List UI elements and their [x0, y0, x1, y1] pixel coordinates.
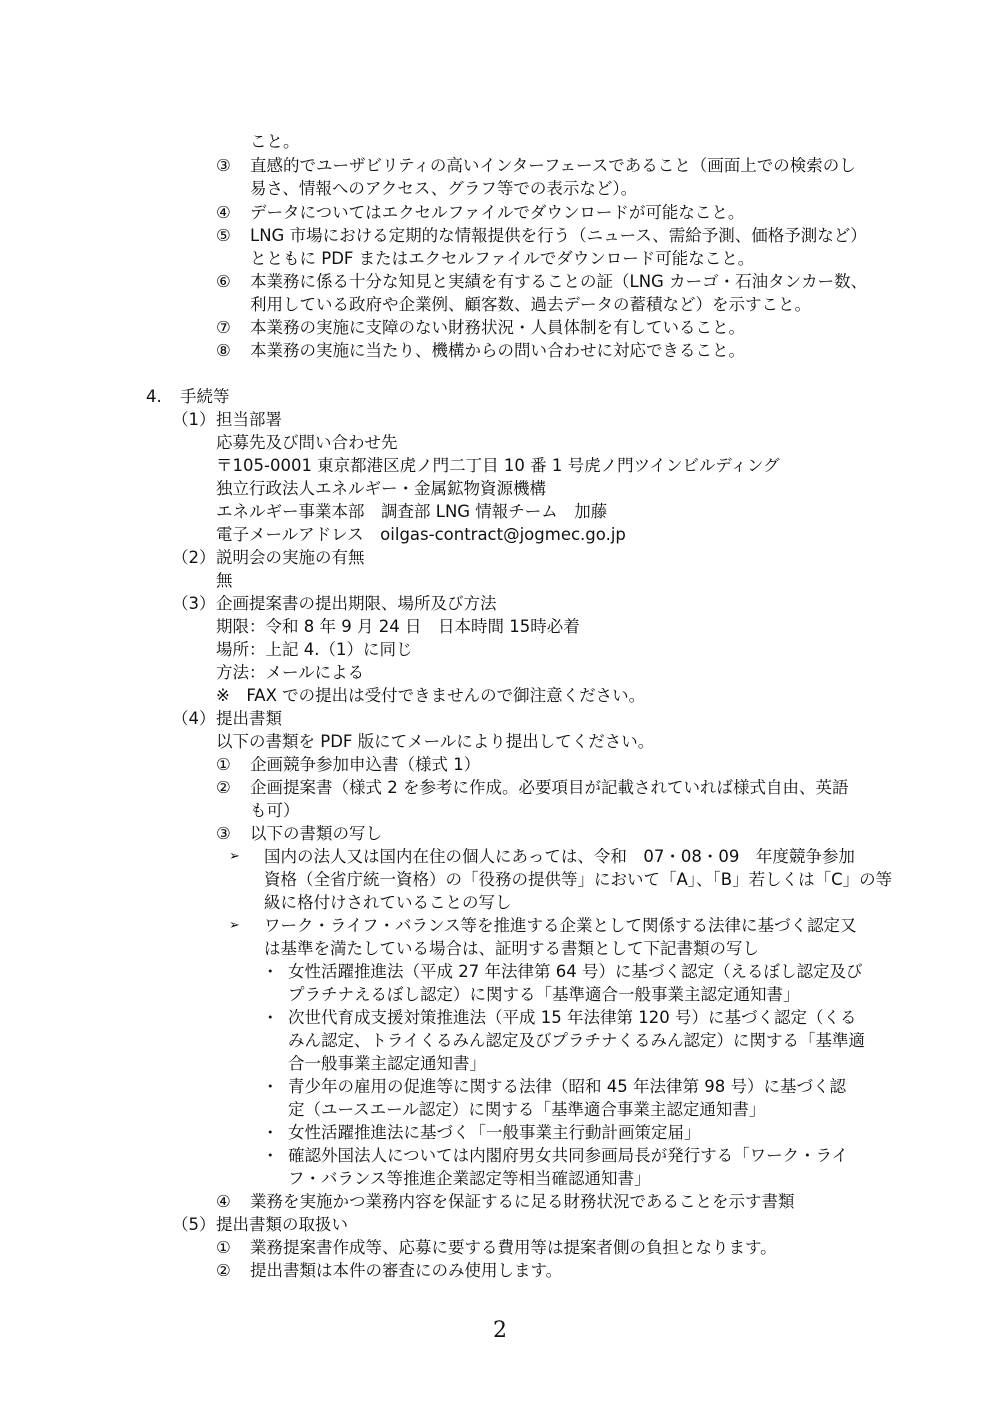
department-line: エネルギー事業本部 調査部 LNG 情報チーム 加藤 — [216, 502, 608, 521]
bullet-line: みん認定、トライくるみん認定及びプラチナくるみん認定）に関する「基準適 — [288, 1031, 866, 1050]
item-line: 易さ、情報へのアクセス、グラフ等での表示など）。 — [250, 179, 638, 198]
item-line: 本業務の実施に支障のない財務状況・人員体制を有していること。 — [250, 318, 745, 337]
bullet-line: 定（ユースエール認定）に関する「基準適合事業主認定通知書」 — [288, 1100, 766, 1119]
item-number: ② — [216, 778, 231, 797]
item-line: も可） — [250, 801, 300, 820]
dot-bullet-icon: ・ — [262, 1123, 279, 1142]
item-number: ① — [216, 1238, 231, 1257]
bullet-line: 次世代育成支援対策推進法（平成 15 年法律第 120 号）に基づく認定（くる — [288, 1008, 857, 1027]
arrow-bullet-icon: ➢ — [229, 918, 240, 933]
subsection-title: 提出書類の取扱い — [216, 1215, 348, 1234]
subsection-number: （2） — [172, 548, 216, 567]
body-line: 無 — [216, 571, 233, 590]
item-line: 本業務の実施に当たり、機構からの問い合わせに対応できること。 — [250, 341, 745, 360]
contact-line: 応募先及び問い合わせ先 — [216, 433, 398, 452]
bullet-line: 確認外国法人については内閣府男女共同参画局長が発行する「ワーク・ライ — [288, 1146, 849, 1165]
item-line: 利用している政府や企業例、顧客数、過去データの蓄積など）を示すこと。 — [250, 295, 811, 314]
subsection-title: 企画提案書の提出期限、場所及び方法 — [216, 594, 497, 613]
body-line: 以下の書類を PDF 版にてメールにより提出してください。 — [216, 732, 655, 751]
section-number: 4. — [146, 387, 162, 406]
item-number: ⑦ — [216, 318, 231, 337]
item-line: 業務を実施かつ業務内容を保証するに足る財務状況であることを示す書類 — [250, 1192, 795, 1211]
dot-bullet-icon: ・ — [262, 1146, 279, 1165]
subsection-number: （3） — [172, 594, 216, 613]
arrow-item-line: 国内の法人又は国内在住の個人にあっては、令和 07・08・09 年度競争参加 — [264, 847, 855, 866]
item-line: 企画競争参加申込書（様式 1） — [250, 755, 481, 774]
item-number: ① — [216, 755, 231, 774]
item-number: ⑧ — [216, 341, 231, 360]
item-number: ④ — [216, 1192, 231, 1211]
item-line: LNG 市場における定期的な情報提供を行う（ニュース、需給予測、価格予測など） — [250, 226, 867, 245]
dot-bullet-icon: ・ — [262, 1077, 279, 1096]
item-number: ⑥ — [216, 272, 231, 291]
method-line: 方法：メールによる — [216, 663, 365, 682]
arrow-item-line: ワーク・ライフ・バランス等を推進する企業として関係する法律に基づく認定又 — [264, 916, 857, 935]
organization-line: 独立行政法人エネルギー・金属鉱物資源機構 — [216, 479, 546, 498]
note-line: ※ FAX での提出は受付できませんので御注意ください。 — [216, 686, 646, 705]
item-number: ⑤ — [216, 226, 231, 245]
page-number: 2 — [493, 1318, 507, 1343]
item-number: ④ — [216, 203, 231, 222]
arrow-item-line: 資格（全省庁統一資格）の「役務の提供等」において「A」、「B」若しくは「C」の等 — [264, 870, 893, 889]
item-line: 直感的でユーザビリティの高いインターフェースであること（画面上での検索のし — [250, 156, 856, 175]
bullet-line: 青少年の雇用の促進等に関する法律（昭和 45 年法律第 98 号）に基づく認 — [288, 1077, 846, 1096]
item-line: 企画提案書（様式 2 を参考に作成。必要項目が記載されていれば様式自由、英語 — [250, 778, 849, 797]
item-line: 以下の書類の写し — [250, 824, 382, 843]
deadline-line: 期限：令和 8 年 9 月 24 日 日本時間 15時必着 — [216, 617, 580, 636]
dot-bullet-icon: ・ — [262, 1008, 279, 1027]
subsection-number: （4） — [172, 709, 216, 728]
subsection-title: 担当部署 — [216, 410, 282, 429]
item-line: 提出書類は本件の審査にのみ使用します。 — [250, 1261, 563, 1280]
place-line: 場所：上記 4.（1）に同じ — [216, 640, 413, 659]
bullet-line: 女性活躍推進法（平成 27 年法律第 64 号）に基づく認定（えるぼし認定及び — [288, 962, 863, 981]
item-number: ② — [216, 1261, 231, 1280]
dot-bullet-icon: ・ — [262, 962, 279, 981]
address-line: 〒105-0001 東京都港区虎ノ門二丁目 10 番 1 号虎ノ門ツインビルディング — [216, 456, 780, 475]
bullet-line: 合一般事業主認定通知書」 — [288, 1054, 486, 1073]
section-title: 手続等 — [180, 387, 230, 406]
item-line: とともに PDF またはエクセルファイルでダウンロード可能なこと。 — [250, 249, 755, 268]
subsection-number: （1） — [172, 410, 216, 429]
item-line: 本業務に係る十分な知見と実績を有することの証（LNG カーゴ・石油タンカー数、 — [250, 272, 868, 291]
item-line: 業務提案書作成等、応募に要する費用等は提案者側の負担となります。 — [250, 1238, 777, 1257]
email-line: 電子メールアドレス oilgas-contract@jogmec.go.jp — [216, 525, 626, 544]
bullet-line: フ・バランス等推進企業認定等相当確認通知書」 — [288, 1169, 651, 1188]
arrow-bullet-icon: ➢ — [229, 849, 240, 864]
item-number: ③ — [216, 156, 231, 175]
bullet-line: 女性活躍推進法に基づく「一般事業主行動計画策定届」 — [288, 1123, 701, 1142]
item-continuation-line: こと。 — [250, 132, 300, 151]
subsection-number: （5） — [172, 1215, 216, 1234]
subsection-title: 説明会の実施の有無 — [216, 548, 365, 567]
arrow-item-line: 級に格付けされていることの写し — [264, 893, 512, 912]
item-number: ③ — [216, 824, 231, 843]
item-line: データについてはエクセルファイルでダウンロードが可能なこと。 — [250, 203, 745, 222]
bullet-line: プラチナえるぼし認定）に関する「基準適合一般事業主認定通知書」 — [288, 985, 800, 1004]
arrow-item-line: は基準を満たしている場合は、証明する書類として下記書類の写し — [264, 939, 759, 958]
subsection-title: 提出書類 — [216, 709, 282, 728]
